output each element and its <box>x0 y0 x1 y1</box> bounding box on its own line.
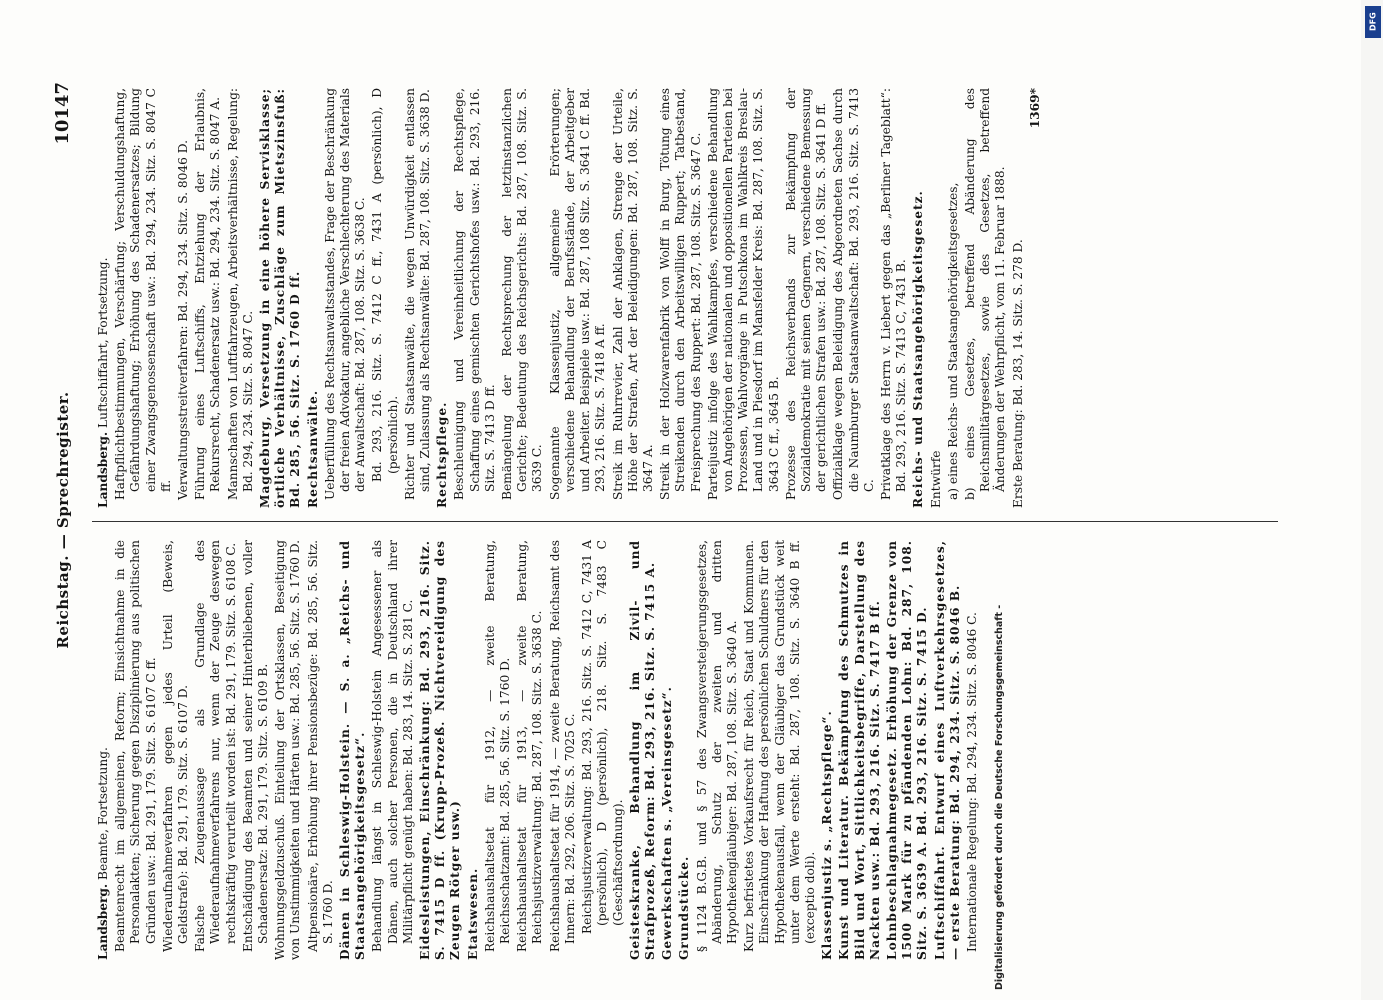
entry: Reichsjustizverwaltung: Bd. 293, 216. Sitz. S. 7412 C, 7431 A (persönlich), D (persönlich), 218. Sitz. S. 7483 C (Geschäftsordnung). <box>580 540 625 934</box>
entry: Sogenannte Klassenjustiz, allgemeine Erörterungen; verschiedene Behandlung der Berufsstände, der Arbeitgeber und Arbeiter. Beispiele usw.: Bd. 287, 108 Sitz. S. 3641 C ff. Bd. 293, 216. Sitz. S. 7418 A ff. <box>547 88 608 500</box>
right-continuation: Luftschiffahrt, Fortsetzung. <box>96 257 110 428</box>
entry: Falsche Zeugenaussage als Grundlage des Wiederaufnahmeverfahrens nur, wenn der Zeuge deswegen rechtskräftig verurteilt worden ist: Bd. 291, 179. Sitz. S. 6108 C. <box>193 540 238 952</box>
rotated-content <box>48 80 1288 960</box>
entry: Verwaltungsstreitverfahren: Bd. 294, 234. Sitz. S. 8046 D. <box>176 140 191 500</box>
column-divider <box>92 521 1278 522</box>
entry: Haftpflichtbestimmungen, Verschärfung; Verschuldungshaftung, Gefährdungshaftung; Erhöhung des Schadenersatzes; Bildung einer Zwangsgenossenschaft usw.: Bd. 294, 234. Sitz. S. 8047 C ff. <box>113 88 173 500</box>
entry: Bd. 293, 216. Sitz. S. 7412 C ff., 7431 A (persönlich), D (persönlich). <box>370 88 400 482</box>
entry: Entschädigung des Beamten und seiner Hinterbliebenen, voller Schadenersatz: Bd. 291, 179. Sitz. S. 6109 B. <box>240 540 271 952</box>
entry: a) eines Reichs- und Staatsangehörigkeitsgesetzes, <box>945 182 960 500</box>
entry-keyword: Geisteskranke, Behandlung im Zivil- und Strafprozeß, Reform: Bd. 293, 216. Sitz. S. 7415 A. <box>627 540 657 960</box>
entry-keyword: Dänen in Schleswig-Holstein. — S. a. „Reichs- und Staatsangehörigkeitsgesetz“. <box>338 540 368 960</box>
page-footnote: 1369* <box>1027 88 1042 129</box>
entry-keyword: Grundstücke. <box>677 855 692 960</box>
page-header <box>48 80 88 960</box>
entry: Prozesse des Reichsverbands zur Bekämpfung der Sozialdemokratie mit seinen Gegnern, verschiedene Bemessung der gerichtlichen Strafen usw.: Bd. 287, 108. Sitz. S. 3641 D ff. <box>783 88 829 500</box>
entry-keyword: Rechtsanwälte. <box>305 389 320 508</box>
entry-keyword: Rechtspflege. <box>435 401 450 508</box>
entry-keyword: Luftschiffahrt. Entwurf eines Luftverkehrsgesetzes, — erste Beratung: Bd. 294, 234. Sitz. S. 8046 B. <box>932 540 962 960</box>
entry-keyword: Eidesleistungen, Einschränkung: Bd. 293, 216. Sitz. S. 7415 D ff. (Krupp-Prozeß. Nichtvereidigung des Zeugen Rötger usw.) <box>418 540 463 960</box>
entry-keyword: Klassenjustiz s. „Rechtspflege“. <box>820 710 835 960</box>
right-column <box>96 88 1288 508</box>
entry: Kurz befristetes Vorkaufsrecht für Reich, Staat und Kommunen. Einschränkung der Haftung des persönlichen Schuldners für den Hypothekenausfall, wenn der Gläubiger das Grundstück weit unter dem Werte ersteht: Bd. 287, 108. Sitz. S. 3640 B ff. (exceptio doli). <box>742 539 817 952</box>
entry: Parteijustiz infolge des Wahlkampfes, verschiedene Behandlung von Angehörigen der nationalen und oppositionellen Parteien bei Prozessen, Wahlvorgänge in Putschkona im Wahlkreis Breslau-Land und in Piesdorf im Mansfelder Kreis: Bd. 287, 108. Sitz. S. 3643 C ff., 3645 B. <box>705 88 781 500</box>
page-title: Reichstag. — Sprechregister. <box>54 391 72 649</box>
entry: Führung eines Luftschiffs, Entziehung der Erlaubnis, Rekursrecht, Schadenersatz usw.: Bd. 294, 234. Sitz. S. 8047 A. <box>193 88 223 500</box>
entry: Beschleunigung und Vereinheitlichung der Rechtspflege, Schaffung eines gemischten Gerichtshofes usw.: Bd. 293, 216. Sitz. S. 7413 D ff. <box>452 88 497 500</box>
dfg-logo: DFG <box>1365 6 1381 38</box>
entry: Bemängelung der Rechtsprechung der letztinstanzlichen Gerichte; Bedeutung des Reichsgerichts: Bd. 287, 108. Sitz. S. 3639 C. <box>500 88 545 500</box>
dfg-credit: Digitalisierung gefördert durch die Deutsche Forschungsgemeinschaft - <box>993 604 1005 990</box>
entry: Ueberfüllung des Rechtsanwaltsstandes, Frage der Beschränkung der freien Advokatur, angebliche Verschlechterung des Materials der Anwaltschaft: Bd. 287, 108. Sitz. S. 3638 C. <box>322 88 368 500</box>
entry: Wohnungsgeldzuschuß. Einteilung der Ortsklassen, Beseitigung von Unstimmigkeiten und Härten usw.: Bd. 285, 56. Sitz. S. 1760 D. <box>273 540 303 960</box>
entry: Beamtenrecht im allgemeinen, Reform; Einsichtnahme in die Personalakten; Sicherung gegen Disziplinierung aus politischen Gründen usw.: Bd. 291, 179. Sitz. S. 6107 C ff. <box>113 540 158 952</box>
left-heading-line <box>96 540 111 960</box>
entry-keyword: Magdeburg, Versetzung in eine höhere Servisklasse; örtliche Verhältnisse, Zuschläge zum Mietszinsfuß: Bd. 285, 56. Sitz. S. 1760 D ff. <box>258 88 303 508</box>
right-heading: Landsberg. <box>96 431 110 508</box>
entry-keyword: Etatswesen. <box>465 867 480 960</box>
entry: Reichshaushaltsetat für 1912, — zweite Beratung, Reichsschatzamt: Bd. 285, 56. Sitz. S. 1760 D. <box>482 540 513 952</box>
entry: Entwürfe <box>928 450 943 508</box>
page-number: 10147 <box>52 82 73 145</box>
left-column <box>96 540 1288 960</box>
entry: Altpensionäre, Erhöhung ihrer Pensionsbezüge: Bd. 285, 56. Sitz. S. 1760 D. <box>305 540 335 952</box>
entry: Richter und Staatsanwälte, die wegen Unwürdigkeit entlassen sind, Zulassung als Rechtsanwälte: Bd. 287, 108. Sitz. S. 3638 D. <box>402 88 433 500</box>
entry: Streik im Ruhrrevier, Zahl der Anklagen, Strenge der Urteile, Höhe der Strafen, Art der Beleidigungen: Bd. 287, 108. Sitz. S. 3647 A. <box>610 88 655 500</box>
entry: Behandlung längst in Schleswig-Holstein Angesessener als Dänen, auch solcher Personen, die in Deutschland ihrer Militärpflicht genügt haben: Bd. 283, 14. Sitz. S. 281 C. <box>370 540 415 952</box>
entry: Internationale Regelung: Bd. 294, 234. Sitz. S. 8046 C. <box>964 612 979 952</box>
entry: Wiederaufnahmeverfahren gegen jedes Urteil (Beweis, Geldstrafe): Bd. 291, 179. Sitz. S. 6107 D. <box>160 540 191 952</box>
entry: Privatklage des Herrn v. Liebert gegen das „Berliner Tageblatt“: Bd. 293, 216. Sitz. S. 7413 C, 7431 B. <box>878 88 909 500</box>
entry: b) eines Gesetzes, betreffend Abänderung des Reichsmilitärgesetzes, sowie des Gesetzes, betreffend Änderungen der Wehrpflicht, vom 11. Februar 1888. <box>962 88 1008 500</box>
entry: Reichshaushaltsetat für 1913, — zweite Beratung, Reichsjustizverwaltung: Bd. 287, 108. Sitz. S. 3638 C. <box>515 540 545 952</box>
entry: Offizialklage wegen Beleidigung des Abgeordneten Sachse durch die Naumburger Staatsanwaltschaft: Bd. 293, 216. Sitz. S. 7413 C. <box>831 88 876 500</box>
entry: Streik in der Holzwarenfabrik von Wolff in Burg, Tötung eines Streikenden durch den Arbeitswilligen Ruppert; Tatbestand, Freisprechung des Ruppert: Bd. 287, 108. Sitz. S. 3647 C. <box>658 88 703 500</box>
entry-keyword: Gewerkschaften s. „Vereinsgesetz“. <box>660 686 675 960</box>
left-continuation: Beamte, Fortsetzung. <box>96 747 110 880</box>
left-heading: Landsberg. <box>96 883 110 960</box>
entry: § 1124 B.G.B. und § 57 des Zwangsversteigerungsgesetzes, Abänderung, Schutz der zweiten und dritten Hypothekengläubiger: Bd. 287, 108. Sitz. S. 3640 A. <box>694 540 739 952</box>
entry: Mannschaften von Luftfahrzeugen, Arbeitsverhältnisse, Regelung: Bd. 294, 234. Sitz. S. 8047 C. <box>225 88 255 500</box>
entry-keyword: Kunst und Literatur. Bekämpfung des Schmutzes in Bild und Wort, Sittlichkeitsbegriffe, Darstellung des Nackten usw.: Bd. 293, 216. Sitz. S. 7417 B ff. <box>837 540 882 960</box>
right-heading-line <box>96 88 111 508</box>
entry: Erste Beratung: Bd. 283, 14. Sitz. S. 278 D. <box>1010 239 1025 508</box>
entry: Reichshaushaltsetat für 1914, — zweite Beratung, Reichsamt des Innern: Bd. 292, 206. Sitz. S. 7025 C. <box>547 540 577 952</box>
entry-keyword: Reichs- und Staatsangehörigkeitsgesetz. <box>911 190 926 508</box>
entry-keyword: Lohnbeschlagnahmegesetz. Erhöhung der Grenze von 1500 Mark für zu pfändenden Lohn: Bd. 287, 108. Sitz. S. 3639 A. Bd. 293, 216. Sitz. S. 7415 D. <box>884 540 930 960</box>
